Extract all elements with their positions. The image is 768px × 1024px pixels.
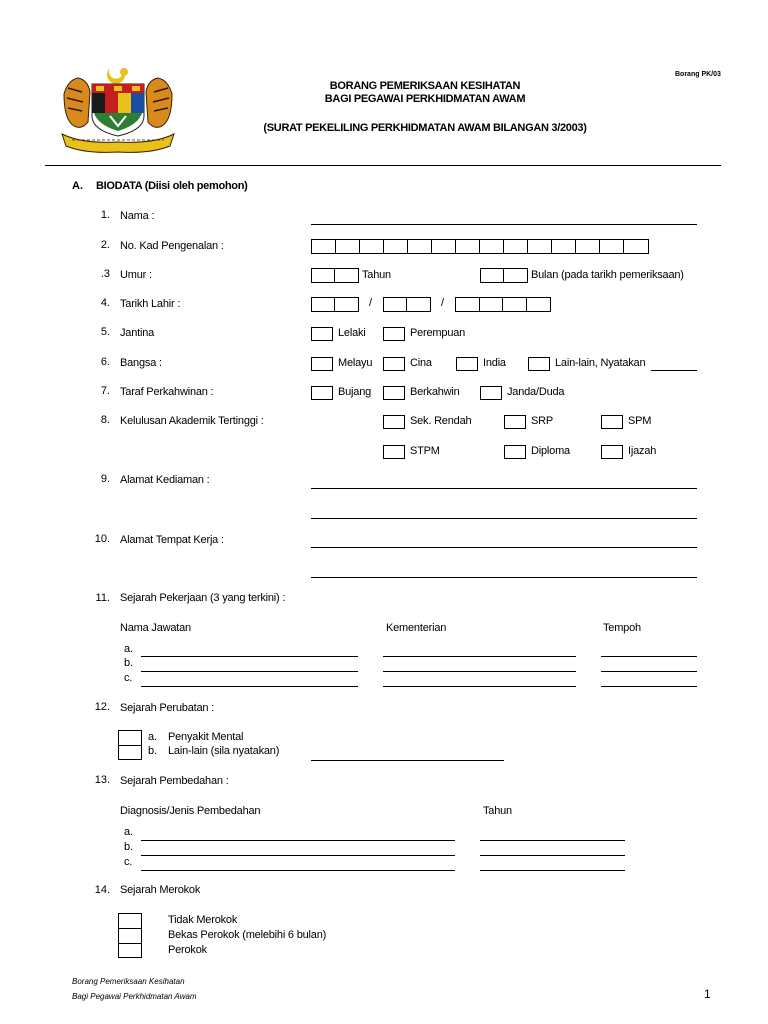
tahun-field-a[interactable] bbox=[480, 840, 625, 841]
srp-checkbox[interactable] bbox=[504, 415, 526, 429]
item-number: 1. bbox=[100, 209, 110, 221]
jawatan-field-c[interactable] bbox=[141, 686, 358, 687]
penyakit-mental-label: Penyakit Mental bbox=[168, 731, 244, 743]
diagnosis-field-a[interactable] bbox=[141, 840, 455, 841]
kementerian-field-b[interactable] bbox=[383, 671, 576, 672]
lain-lain-checkbox[interactable] bbox=[528, 357, 550, 371]
umur-label: Umur : bbox=[120, 269, 152, 281]
page-number: 1 bbox=[704, 987, 711, 1001]
nama-field[interactable] bbox=[311, 224, 697, 225]
india-checkbox[interactable] bbox=[456, 357, 478, 371]
kementerian-header: Kementerian bbox=[386, 622, 447, 634]
pembedahan-label: Sejarah Pembedahan : bbox=[120, 775, 229, 787]
diagnosis-field-c[interactable] bbox=[141, 870, 455, 871]
umur-bulan-boxes[interactable] bbox=[480, 268, 528, 283]
spm-label: SPM bbox=[628, 415, 652, 427]
tempoh-field-a[interactable] bbox=[601, 656, 697, 657]
berkahwin-label: Berkahwin bbox=[410, 386, 460, 398]
pekerjaan-label: Sejarah Pekerjaan (3 yang terkini) : bbox=[120, 592, 286, 604]
ijazah-label: Ijazah bbox=[628, 445, 657, 457]
alamat-kerja-label: Alamat Tempat Kerja : bbox=[120, 534, 224, 546]
bulan-label: Bulan (pada tarikh pemeriksaan) bbox=[531, 269, 684, 281]
item-number: 6. bbox=[100, 356, 110, 368]
jawatan-field-b[interactable] bbox=[141, 671, 358, 672]
diagnosis-field-b[interactable] bbox=[141, 855, 455, 856]
form-title-reference: (SURAT PEKELILING PERKHIDMATAN AWAM BILANGAN 3/2003) bbox=[263, 122, 587, 134]
row-letter: b. bbox=[124, 657, 133, 669]
srp-label: SRP bbox=[531, 415, 554, 427]
header-divider bbox=[45, 165, 721, 166]
item-number: 2. bbox=[100, 239, 110, 251]
footer-line2: Bagi Pegawai Perkhidmatan Awam bbox=[72, 992, 197, 1001]
row-letter: a. bbox=[148, 731, 157, 743]
jantina-label: Jantina bbox=[120, 327, 155, 339]
bujang-label: Bujang bbox=[338, 386, 372, 398]
form-code: Borang PK/03 bbox=[675, 71, 721, 78]
merokok-label: Sejarah Merokok bbox=[120, 884, 201, 896]
item-number: 11. bbox=[95, 592, 110, 604]
kementerian-field-a[interactable] bbox=[383, 656, 576, 657]
melayu-label: Melayu bbox=[338, 357, 373, 369]
ic-number-boxes[interactable] bbox=[311, 239, 649, 254]
lain-lain-field[interactable] bbox=[651, 370, 697, 371]
alamat-label: Alamat Kediaman : bbox=[120, 474, 210, 486]
perubatan-checkboxes[interactable] bbox=[118, 730, 142, 760]
tahun-field-b[interactable] bbox=[480, 855, 625, 856]
row-letter: c. bbox=[124, 672, 133, 684]
berkahwin-checkbox[interactable] bbox=[383, 386, 405, 400]
item-number: 10. bbox=[94, 533, 110, 545]
merokok-checkboxes[interactable] bbox=[118, 913, 142, 958]
perubatan-label: Sejarah Perubatan : bbox=[120, 702, 215, 714]
row-letter: b. bbox=[148, 745, 157, 757]
item-number: 14. bbox=[94, 884, 110, 896]
footer-line1: Borang Pemeriksaan Kesihatan bbox=[72, 977, 185, 986]
tempoh-field-b[interactable] bbox=[601, 671, 697, 672]
diagnosis-header: Diagnosis/Jenis Pembedahan bbox=[120, 805, 261, 817]
lahir-day-boxes[interactable] bbox=[311, 297, 359, 312]
cina-checkbox[interactable] bbox=[383, 357, 405, 371]
bujang-checkbox[interactable] bbox=[311, 386, 333, 400]
lain-lain-perubatan-field[interactable] bbox=[311, 760, 504, 761]
item-number: .3 bbox=[100, 268, 110, 280]
janda-duda-label: Janda/Duda bbox=[507, 386, 565, 398]
perempuan-checkbox[interactable] bbox=[383, 327, 405, 341]
item-number: 8. bbox=[100, 414, 110, 426]
alamat-field-line2[interactable] bbox=[311, 518, 697, 519]
tahun-label: Tahun bbox=[362, 269, 391, 281]
india-label: India bbox=[483, 357, 506, 369]
lelaki-checkbox[interactable] bbox=[311, 327, 333, 341]
row-letter: b. bbox=[124, 841, 133, 853]
diploma-checkbox[interactable] bbox=[504, 445, 526, 459]
item-number: 4. bbox=[100, 297, 110, 309]
item-number: 5. bbox=[100, 326, 110, 338]
form-title-line1: BORANG PEMERIKSAAN KESIHATAN bbox=[329, 80, 521, 92]
cina-label: Cina bbox=[410, 357, 432, 369]
bekas-perokok-label: Bekas Perokok (melebihi 6 bulan) bbox=[168, 929, 327, 941]
tempoh-header: Tempoh bbox=[603, 622, 641, 634]
nama-jawatan-header: Nama Jawatan bbox=[120, 622, 191, 634]
taraf-label: Taraf Perkahwinan : bbox=[120, 386, 214, 398]
date-separator: / bbox=[369, 297, 372, 309]
tarikh-lahir-label: Tarikh Lahir : bbox=[120, 298, 181, 310]
lahir-month-boxes[interactable] bbox=[383, 297, 431, 312]
row-letter: c. bbox=[124, 856, 133, 868]
item-number: 13. bbox=[94, 774, 110, 786]
lain-lain-perubatan-label: Lain-lain (sila nyatakan) bbox=[168, 745, 280, 757]
stpm-checkbox[interactable] bbox=[383, 445, 405, 459]
item-number: 12. bbox=[94, 701, 110, 713]
item-number: 7. bbox=[100, 385, 110, 397]
form-title-line2: BAGI PEGAWAI PERKHIDMATAN AWAM bbox=[324, 93, 526, 105]
jawatan-field-a[interactable] bbox=[141, 656, 358, 657]
perempuan-label: Perempuan bbox=[410, 327, 466, 339]
kementerian-field-c[interactable] bbox=[383, 686, 576, 687]
melayu-checkbox[interactable] bbox=[311, 357, 333, 371]
sek-rendah-checkbox[interactable] bbox=[383, 415, 405, 429]
tahun-field-c[interactable] bbox=[480, 870, 625, 871]
tidak-merokok-label: Tidak Merokok bbox=[168, 914, 238, 926]
section-letter: A. bbox=[72, 180, 83, 192]
lahir-year-boxes[interactable] bbox=[455, 297, 551, 312]
alamat-field-line1[interactable] bbox=[311, 488, 697, 489]
ijazah-checkbox[interactable] bbox=[601, 445, 623, 459]
row-letter: a. bbox=[124, 826, 133, 838]
lelaki-label: Lelaki bbox=[338, 327, 366, 339]
tahun-header: Tahun bbox=[483, 805, 512, 817]
janda-duda-checkbox[interactable] bbox=[480, 386, 502, 400]
perokok-label: Perokok bbox=[168, 944, 207, 956]
kelulusan-label: Kelulusan Akademik Tertinggi : bbox=[120, 415, 264, 427]
nama-label: Nama : bbox=[120, 210, 155, 222]
alamat-kerja-field-line2[interactable] bbox=[311, 577, 697, 578]
tempoh-field-c[interactable] bbox=[601, 686, 697, 687]
ic-label: No. Kad Pengenalan : bbox=[120, 240, 224, 252]
stpm-label: STPM bbox=[410, 445, 440, 457]
lain-lain-label: Lain-lain, Nyatakan bbox=[555, 357, 646, 369]
spm-checkbox[interactable] bbox=[601, 415, 623, 429]
date-separator: / bbox=[441, 297, 444, 309]
umur-tahun-boxes[interactable] bbox=[311, 268, 359, 283]
coat-of-arms-emblem bbox=[58, 64, 178, 154]
section-title: BIODATA (Diisi oleh pemohon) bbox=[96, 180, 248, 192]
diploma-label: Diploma bbox=[531, 445, 570, 457]
alamat-kerja-field-line1[interactable] bbox=[311, 547, 697, 548]
bangsa-label: Bangsa : bbox=[120, 357, 162, 369]
sek-rendah-label: Sek. Rendah bbox=[410, 415, 472, 427]
row-letter: a. bbox=[124, 643, 133, 655]
item-number: 9. bbox=[100, 473, 110, 485]
